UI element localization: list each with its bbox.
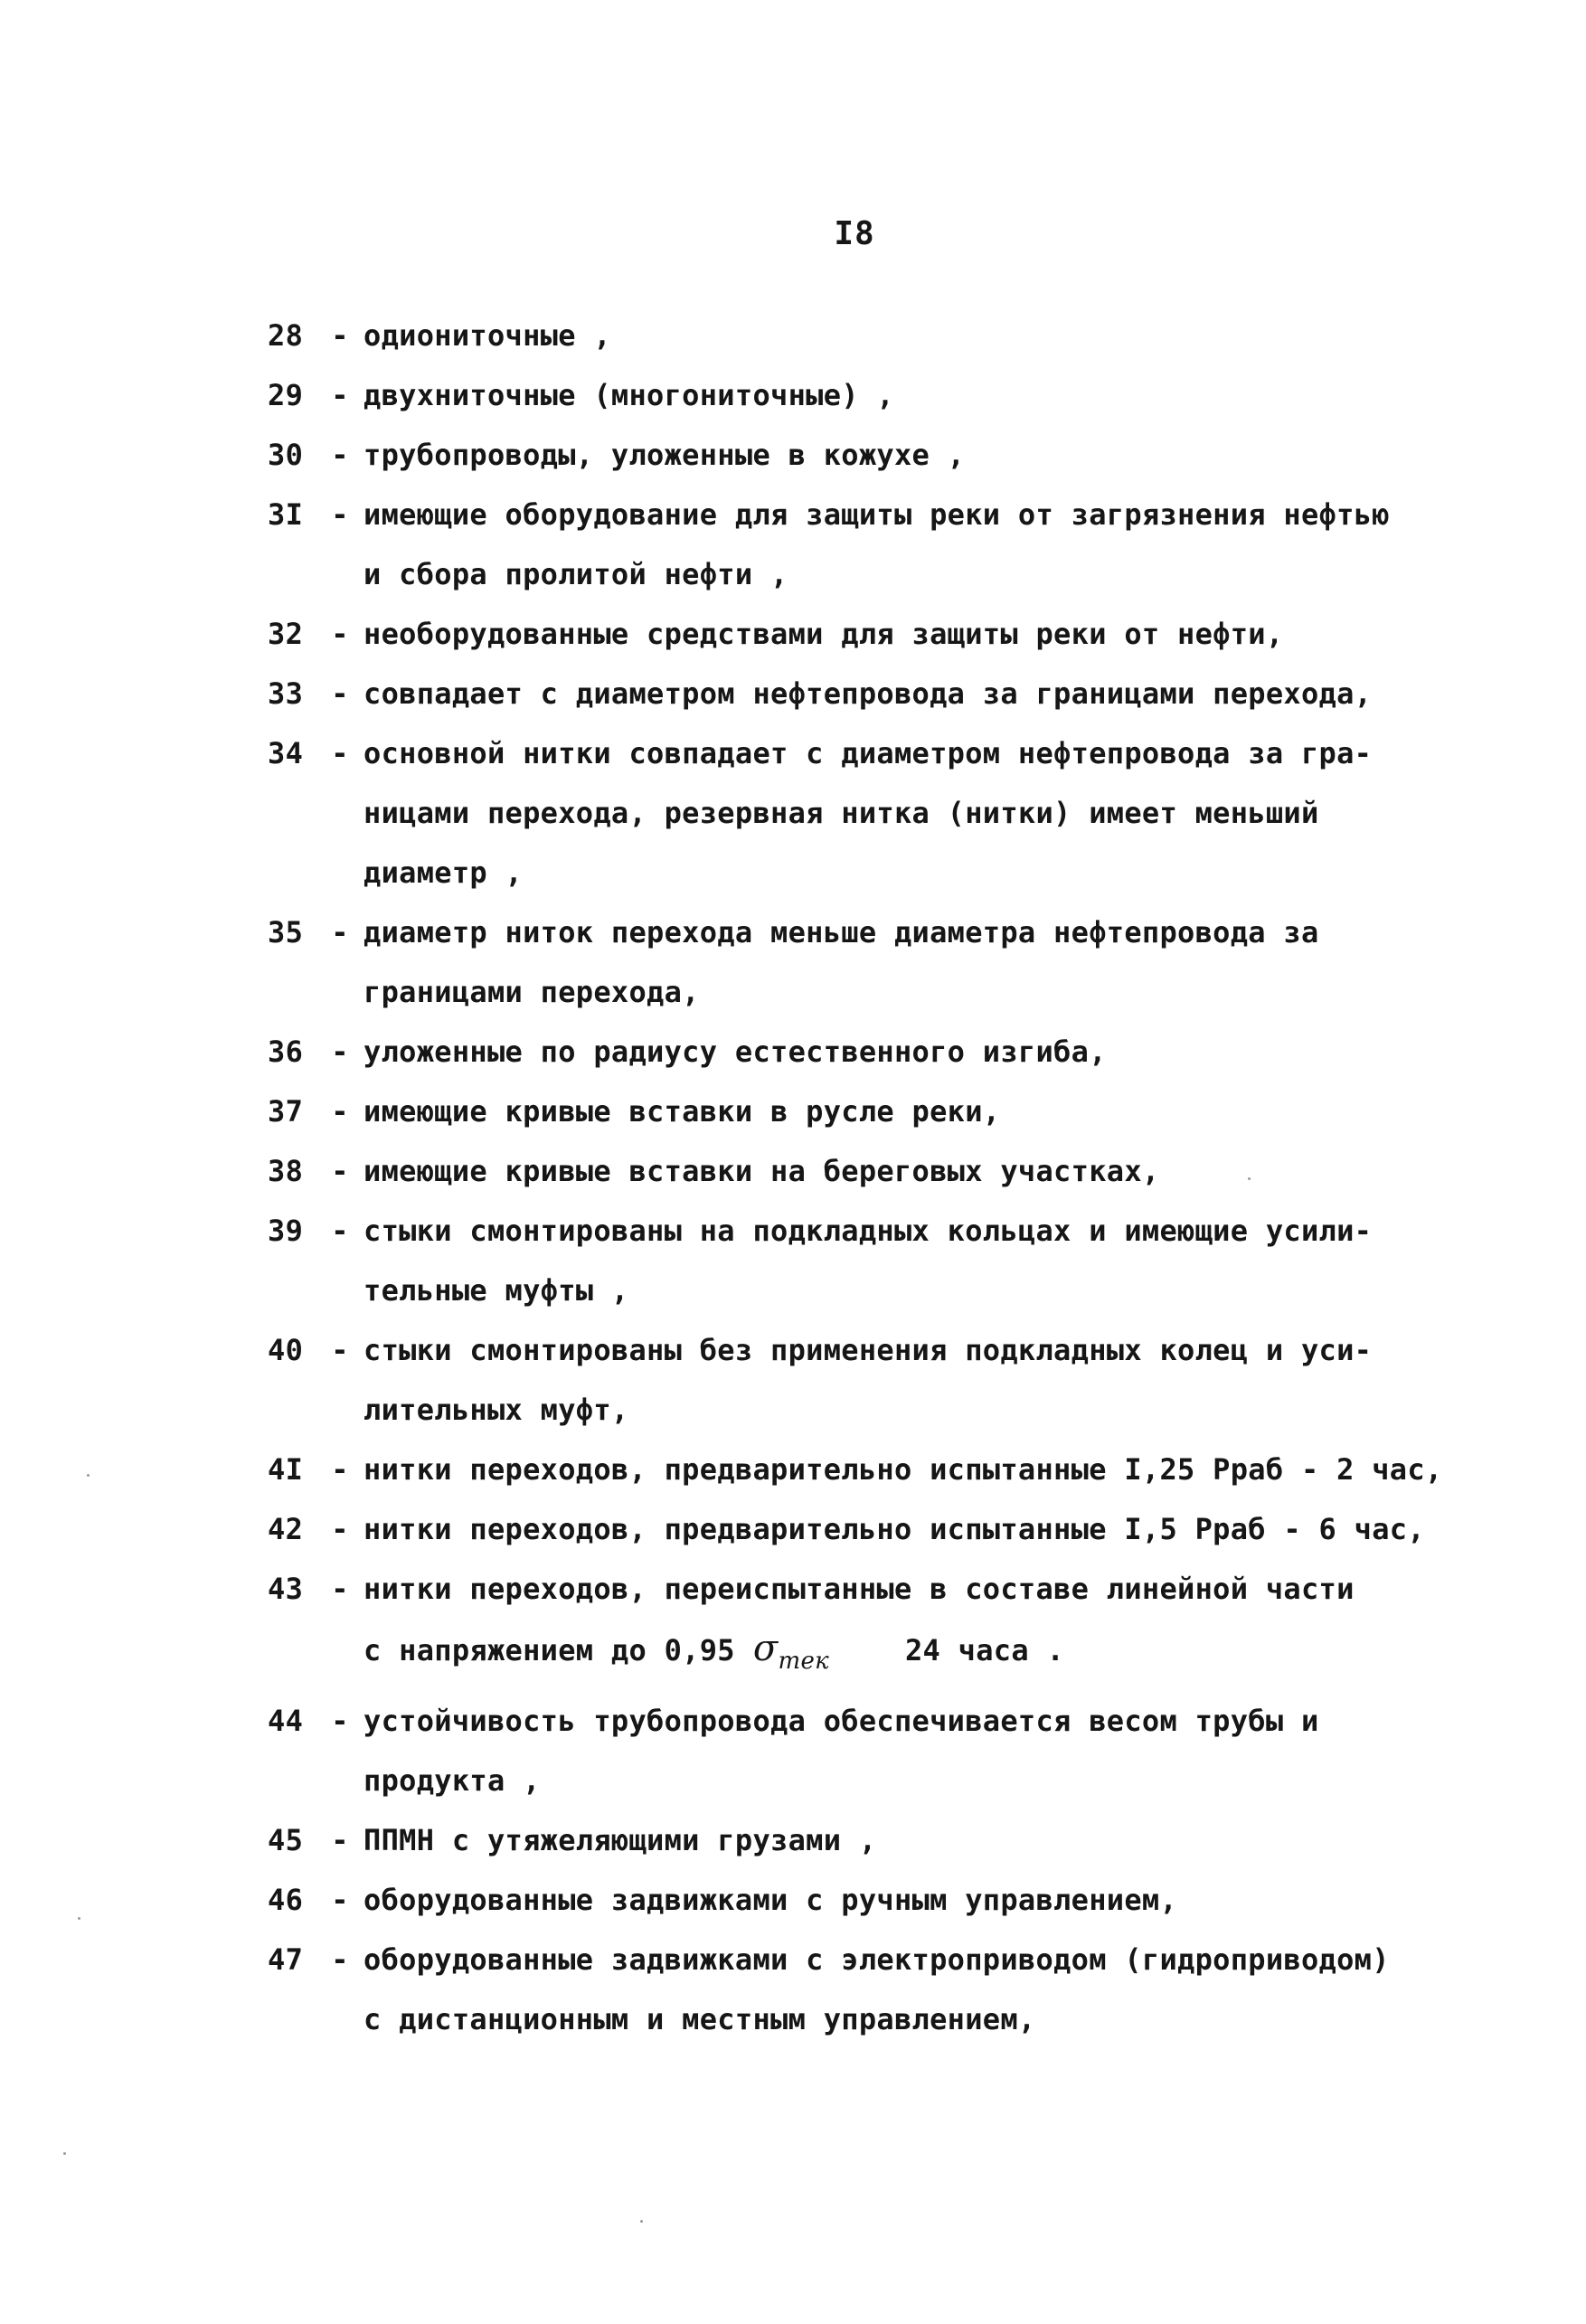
item-number: 35 (268, 915, 304, 949)
item-text-line: одиониточные , (363, 318, 611, 353)
item-text (363, 1201, 1461, 1320)
scan-speck (87, 1474, 90, 1477)
item-text (363, 1499, 1461, 1559)
list-item (268, 1810, 1461, 1870)
item-text-line: нитки переходов, переиспытанные в составе линейной части (363, 1572, 1355, 1606)
item-dash: - (331, 1942, 349, 1977)
item-text (363, 604, 1461, 664)
item-dash: - (331, 1452, 349, 1487)
item-text (363, 425, 1461, 485)
item-text-line: с дистанционным и местным управлением, (363, 2002, 1036, 2036)
list-item (268, 1930, 1461, 2049)
item-number: 43 (268, 1572, 304, 1606)
item-text-line: совпадает с диаметром нефтепровода за границами перехода, (363, 676, 1373, 711)
list-item (268, 485, 1461, 604)
item-dash: - (331, 1512, 349, 1546)
item-text-line: уложенные по радиусу естественного изгиба, (363, 1034, 1107, 1069)
item-formula-line (363, 1619, 1461, 1691)
scan-speck (63, 2152, 66, 2155)
item-text (363, 1082, 1461, 1141)
item-number: 47 (268, 1942, 304, 1977)
numbered-list (268, 306, 1461, 2049)
list-item (268, 1201, 1461, 1320)
item-text (363, 1691, 1461, 1810)
item-dash: - (331, 617, 349, 651)
item-text-line: двухниточные (многониточные) , (363, 378, 894, 412)
item-dash: - (331, 736, 349, 770)
item-text-line: стыки смонтированы на подкладных кольцах и имеющие усили- (363, 1214, 1373, 1248)
item-dash: - (331, 1572, 349, 1606)
list-item (268, 664, 1461, 723)
item-dash: - (331, 497, 349, 532)
item-text-line: продукта , (363, 1763, 541, 1798)
sigma-glyph: σ (752, 1628, 779, 1669)
item-text-line: оборудованные задвижками с ручным управлением, (363, 1883, 1178, 1917)
list-item (268, 1320, 1461, 1440)
item-text (363, 723, 1461, 902)
sigma-subscript: тек (778, 1648, 829, 1675)
item-text (363, 485, 1461, 604)
item-text (363, 1870, 1461, 1930)
scan-speck (78, 1917, 80, 1920)
item-number: 34 (268, 736, 304, 770)
item-number: 46 (268, 1883, 304, 1917)
item-number: 38 (268, 1154, 304, 1188)
item-number: 36 (268, 1034, 304, 1069)
list-item (268, 1559, 1461, 1691)
item-text-line: оборудованные задвижками с электроприводом (гидроприводом) (363, 1942, 1390, 1977)
item-text (363, 1320, 1461, 1440)
item-dash: - (331, 438, 349, 472)
item-number: 29 (268, 378, 304, 412)
item-text-line: диаметр , (363, 855, 524, 890)
item-text-line: устойчивость трубопровода обеспечивается весом трубы и (363, 1704, 1319, 1738)
item-dash: - (331, 378, 349, 412)
item-number: 42 (268, 1512, 304, 1546)
item-number: 45 (268, 1823, 304, 1857)
item-text-line: имеющие оборудование для защиты реки от загрязнения нефтью (363, 497, 1390, 532)
item-number: 39 (268, 1214, 304, 1248)
formula-prefix: с напряжением до 0,95 (363, 1633, 735, 1667)
item-dash: - (331, 1034, 349, 1069)
item-text-line: стыки смонтированы без применения подкладных колец и уси- (363, 1333, 1373, 1367)
list-item (268, 604, 1461, 664)
item-text (363, 1559, 1461, 1691)
item-dash: - (331, 1154, 349, 1188)
item-text (363, 1022, 1461, 1082)
item-dash: - (331, 318, 349, 353)
item-text-line: лительных муфт, (363, 1393, 629, 1427)
item-text-line: основной нитки совпадает с диаметром нефтепровода за гра- (363, 736, 1373, 770)
item-text (363, 1930, 1461, 2049)
list-item (268, 365, 1461, 425)
item-dash: - (331, 676, 349, 711)
scan-speck (1248, 1177, 1251, 1180)
item-dash: - (331, 1333, 349, 1367)
list-item (268, 1022, 1461, 1082)
item-text-line: необорудованные средствами для защиты реки от нефти, (363, 617, 1284, 651)
item-number: 32 (268, 617, 304, 651)
list-item (268, 1440, 1461, 1499)
item-dash: - (331, 1823, 349, 1857)
item-dash: - (331, 915, 349, 949)
list-item (268, 1141, 1461, 1201)
item-text-line: трубопроводы, уложенные в кожухе , (363, 438, 966, 472)
item-dash: - (331, 1214, 349, 1248)
list-item (268, 425, 1461, 485)
item-text-line: нитки переходов, предварительно испытанные I,25 Рраб - 2 час, (363, 1452, 1443, 1487)
list-item (268, 1870, 1461, 1930)
item-dash: - (331, 1704, 349, 1738)
list-item (268, 1082, 1461, 1141)
item-text-line: нитки переходов, предварительно испытанные I,5 Рраб - 6 час, (363, 1512, 1425, 1546)
item-text-line: ППМН с утяжеляющими грузами , (363, 1823, 877, 1857)
item-text (363, 1810, 1461, 1870)
item-dash: - (331, 1883, 349, 1917)
item-text-line: тельные муфты , (363, 1273, 629, 1308)
page-number: I8 (834, 215, 875, 252)
list-item (268, 902, 1461, 1022)
item-number: 33 (268, 676, 304, 711)
item-dash: - (331, 1094, 349, 1129)
item-text (363, 1141, 1461, 1201)
item-text-line: имеющие кривые вставки в русле реки, (363, 1094, 1001, 1129)
item-number: 28 (268, 318, 304, 353)
sigma-symbol (752, 1628, 829, 1675)
item-text (363, 1440, 1461, 1499)
item-text (363, 902, 1461, 1022)
item-text (363, 306, 1461, 365)
item-text-line: границами перехода, (363, 975, 700, 1009)
item-number: 40 (268, 1333, 304, 1367)
item-text-line: и сбора пролитой нефти , (363, 557, 788, 591)
formula-suffix: 24 часа . (904, 1633, 1065, 1667)
list-item (268, 723, 1461, 902)
scan-speck (640, 2220, 643, 2223)
list-item (268, 306, 1461, 365)
item-number: 4I (268, 1452, 304, 1487)
item-number: 44 (268, 1704, 304, 1738)
list-item (268, 1691, 1461, 1810)
item-text-line: имеющие кривые вставки на береговых участках, (363, 1154, 1160, 1188)
item-number: 37 (268, 1094, 304, 1129)
item-number: 30 (268, 438, 304, 472)
item-text-line: ницами перехода, резервная нитка (нитки) имеет меньший (363, 796, 1319, 830)
item-text (363, 365, 1461, 425)
item-text (363, 664, 1461, 723)
item-text-line: диаметр ниток перехода меньше диаметра нефтепровода за (363, 915, 1319, 949)
item-number: 3I (268, 497, 304, 532)
list-item (268, 1499, 1461, 1559)
